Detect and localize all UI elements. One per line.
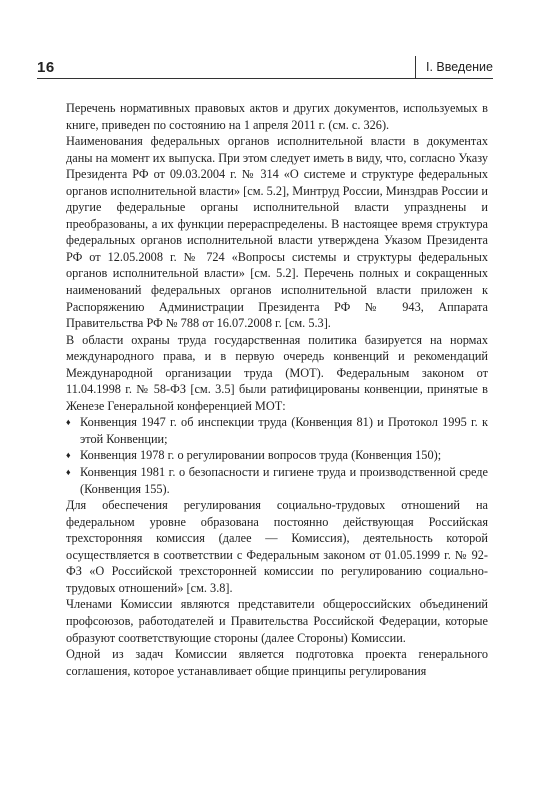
conventions-list (66, 414, 488, 497)
body-text (66, 100, 488, 679)
paragraph-documents-list: Перечень нормативных правовых актов и других документов, используемых в книге, приведен по состоянию на 1 апреля 2011 г. (см. с. 326). (66, 101, 488, 132)
bullet-icon: ♦ (66, 467, 71, 478)
list-item-text: Конвенция 1947 г. об инспекции труда (Конвенция 81) и Протокол 1995 г. к этой Конвенции; (80, 415, 488, 446)
list-item (66, 464, 488, 497)
bullet-icon: ♦ (66, 450, 71, 461)
paragraph-ilo-conventions: В области охраны труда государственная политика базируется на нормах международного права, и в первую очередь конвенций и рекомендаций Международной организации труда (МОТ). Федеральным законом от 11.04.1998 г. № 58-ФЗ [см. 3.5] были ратифицированы конвенции, принятые в Женезе Генеральной конференцией МОТ: (66, 332, 488, 413)
paragraph-federal-bodies: Наименования федеральных органов исполнительной власти в документах даны на момент их выпуска. При этом следует иметь в виду, что, согласно Указу Президента РФ от 09.03.2004 г. № 314 «О системе и структуре федеральных органов исполнительной власти» [см. 5.2], Минтруд России, Минздрав России и другие федеральные органы исполнительной власти упразднены и преобразованы, а их функции перераспределены. В настоящее время структура федеральных органов исполнительной власти утверждена Указом Президента РФ от 12.05.2008 г. № 724 «Вопросы системы и структуры федеральных органов исполнительной власти» [см. 5.2]. Перечень полных и сокращенных наименований федеральных органов исполнительной власти приложен к Распоряжению Администрации Президента РФ № 943, Аппарата Правительства РФ № 788 от 16.07.2008 г. [см. 5.3]. (66, 134, 488, 331)
list-item-text: Конвенция 1978 г. о регулировании вопросов труда (Конвенция 150); (80, 448, 442, 463)
list-item-text: Конвенция 1981 г. о безопасности и гигиене труда и производственной среде (Конвенция 155). (80, 465, 488, 496)
section-title: I. Введение (415, 56, 493, 78)
paragraph-commission-tasks: Одной из задач Комиссии является подготовка проекта генерального соглашения, которое устанавливает общие принципы регулирования (66, 647, 488, 678)
list-item (66, 447, 488, 464)
bullet-icon: ♦ (66, 417, 71, 428)
running-header (37, 56, 493, 79)
page-number: 16 (37, 58, 55, 76)
paragraph-tripartite-commission: Для обеспечения регулирования социально-трудовых отношений на федеральном уровне образована постоянно действующая Российская трехсторонняя комиссия (далее — Комиссия), деятельность которой осуществляется в соответствии с Федеральным законом от 01.05.1999 г. № 92-ФЗ «О Российской трехсторонней комиссии по регулированию социально-трудовых отношений» [см. 3.8]. (66, 498, 488, 595)
paragraph-commission-members: Членами Комиссии являются представители общероссийских объединений профсоюзов, работодателей и Правительства Российской Федерации, которые образуют соответствующие стороны (далее Стороны) Комиссии. (66, 597, 488, 645)
list-item (66, 414, 488, 447)
